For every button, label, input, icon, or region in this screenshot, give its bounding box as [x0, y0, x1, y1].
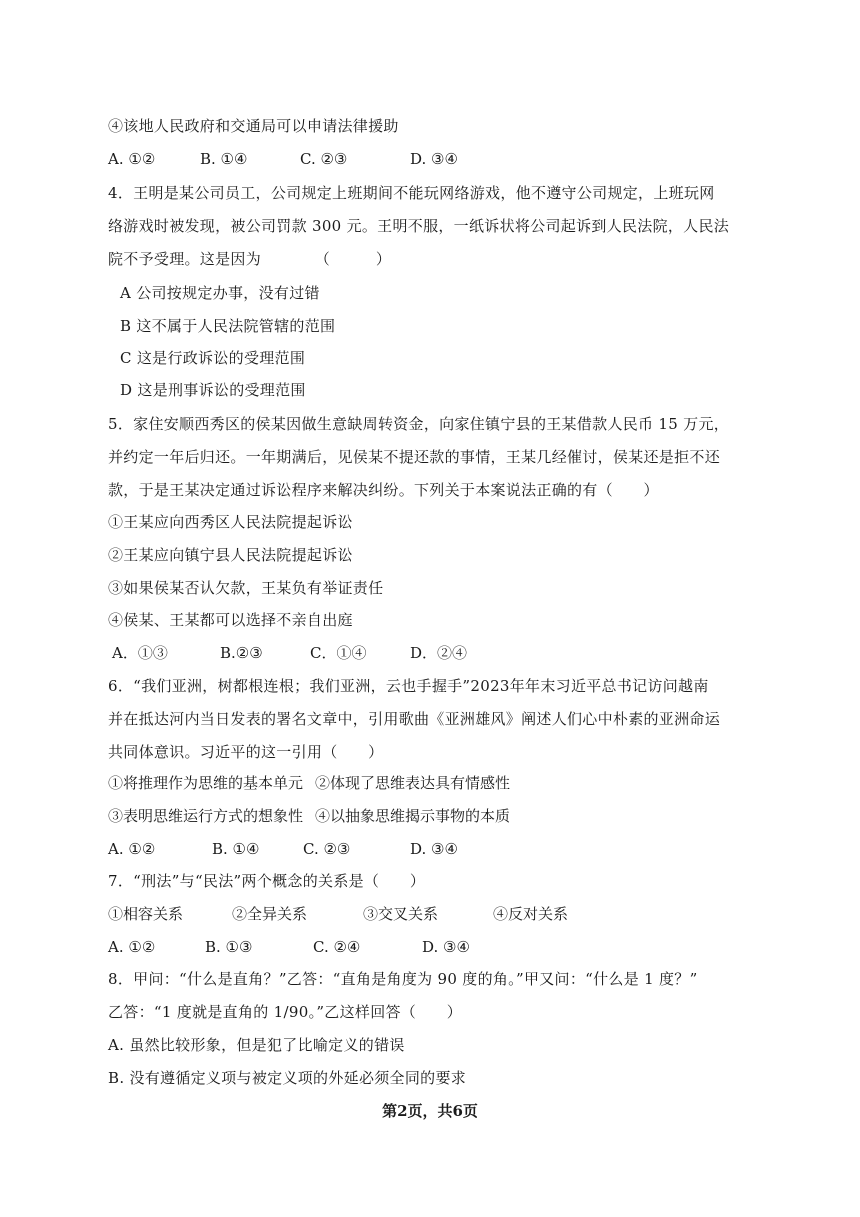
- q5-stem-line-3: 款，于是王某决定通过诉讼程序来解决纠纷。下列关于本案说法正确的有（ ）: [108, 481, 659, 499]
- q8-option-b: B. 没有遵循定义项与被定义项的外延必须全同的要求: [108, 1069, 467, 1087]
- q6-item-3: ③表明思维运行方式的想象性: [108, 807, 304, 825]
- q5-item-1: ①王某应向西秀区人民法院提起诉讼: [108, 513, 353, 531]
- q3-option-d: D. ③④: [410, 150, 458, 168]
- q6-option-c: C. ②③: [303, 840, 351, 858]
- q4-option-a: A 公司按规定办事，没有过错: [120, 284, 320, 302]
- q7-option-c: C. ②④: [313, 938, 361, 956]
- q3-item-4: ④该地人民政府和交通局可以申请法律援助: [108, 117, 399, 135]
- q8-option-a: A. 虽然比较形象，但是犯了比喻定义的错误: [108, 1036, 405, 1054]
- q6-option-d: D. ③④: [410, 840, 458, 858]
- q5-option-a: A．①③: [112, 644, 168, 662]
- q6-stem-line-3: 共同体意识。习近平的这一引用（ ）: [108, 743, 384, 761]
- q5-stem-line-1: 5．家住安顺西秀区的侯某因做生意缺周转资金，向家住镇宁县的王某借款人民币 15 万元，: [108, 415, 730, 433]
- q4-stem-line-3: 院不予受理。这是因为 （ ）: [108, 250, 392, 268]
- q6-stem-line-1: 6．“我们亚洲，树都根连根；我们亚洲，云也手握手”2023年年末习近平总书记访问越南: [108, 677, 709, 695]
- q7-item-3: ③交叉关系: [363, 905, 439, 923]
- q6-item-1: ①将推理作为思维的基本单元: [108, 774, 304, 792]
- q5-stem-line-2: 并约定一年后归还。一年期满后，见侯某不提还款的事情，王某几经催讨，侯某还是拒不还: [108, 448, 721, 466]
- q3-option-c: C. ②③: [300, 150, 348, 168]
- q8-stem-line-2: 乙答：“1 度就是直角的 1/90。”乙这样回答（ ）: [108, 1003, 463, 1021]
- q6-item-4: ④以抽象思维揭示事物的本质: [315, 807, 511, 825]
- q4-stem-line-1: 4．王明是某公司员工，公司规定上班期间不能玩网络游戏，他不遵守公司规定，上班玩网: [108, 184, 715, 202]
- q6-option-b: B. ①④: [212, 840, 260, 858]
- q7-option-b: B. ①③: [205, 938, 253, 956]
- q3-option-b: B. ①④: [200, 150, 248, 168]
- q6-option-a: A. ①②: [108, 840, 156, 858]
- q7-item-2: ②全异关系: [232, 905, 308, 923]
- q5-option-b: B.②③: [220, 644, 263, 662]
- q8-stem-line-1: 8．甲问：“什么是直角？”乙答：“直角是角度为 90 度的角。”甲又问：“什么是 1 度？”: [108, 970, 698, 988]
- q7-option-a: A. ①②: [108, 938, 156, 956]
- q4-option-b: B 这不属于人民法院管辖的范围: [120, 317, 336, 335]
- page-number: 第2页，共6页: [382, 1102, 478, 1120]
- q7-stem: 7．“刑法”与“民法”两个概念的关系是（ ）: [108, 872, 426, 890]
- q5-item-4: ④侯某、王某都可以选择不亲自出庭: [108, 611, 353, 629]
- q7-item-1: ①相容关系: [108, 905, 184, 923]
- q3-option-a: A. ①②: [108, 150, 156, 168]
- q5-item-2: ②王某应向镇宁县人民法院提起诉讼: [108, 546, 353, 564]
- q7-option-d: D. ③④: [422, 938, 470, 956]
- q5-option-c: C．①④: [310, 644, 367, 662]
- q4-option-c: C 这是行政诉讼的受理范围: [120, 349, 306, 367]
- q6-item-2: ②体现了思维表达具有情感性: [315, 774, 511, 792]
- q6-stem-line-2: 并在抵达河内当日发表的署名文章中，引用歌曲《亚洲雄风》阐述人们心中朴素的亚洲命运: [108, 710, 721, 728]
- q5-item-3: ③如果侯某否认欠款，王某负有举证责任: [108, 579, 384, 597]
- q5-option-d: D．②④: [410, 644, 468, 662]
- q4-option-d: D 这是刑事诉讼的受理范围: [120, 381, 306, 399]
- q4-stem-line-2: 络游戏时被发现，被公司罚款 300 元。王明不服，一纸诉状将公司起诉到人民法院，人民法: [108, 217, 730, 235]
- q7-item-4: ④反对关系: [493, 905, 569, 923]
